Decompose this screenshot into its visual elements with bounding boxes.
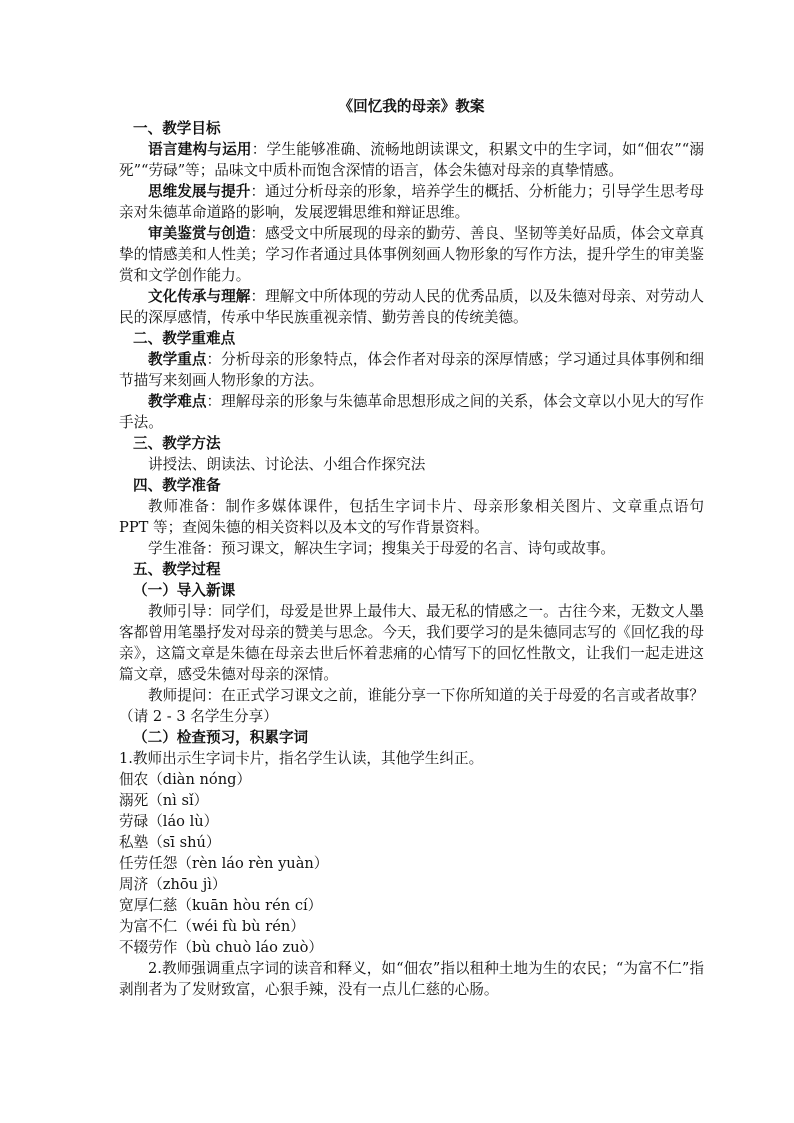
vocab-item: 周济（zhōu jì） [119,876,227,893]
difficulty-text: ：理解母亲的形象与朱德革命思想形成之间的关系，体会文章以小见大的写作手法。 [119,393,704,431]
section-heading-methods: 三、教学方法 [133,435,221,452]
key-point-text: ：分析母亲的形象特点，体会作者对母亲的深厚情感；学习通过具体事例和细节描写来刻画人物形象的方法。 [119,351,704,389]
intro-paragraph: 教师引导：同学们，母爱是世界上最伟大、最无私的情感之一。古往今来，无数文人墨客都曾用笔墨抒发对母亲的赞美与思念。今天，我们要学习的是朱德同志写的《回忆我的母亲》，这篇文章是朱德在母亲去世后怀着悲痛的心情写下的回忆性散文，让我们一起走进这篇文章，感受朱德对母亲的深情。 [119,603,704,683]
section-heading-preparation: 四、教学准备 [133,477,221,494]
vocab-item: 佃农（diàn nóng） [119,771,252,788]
vocab-item: 任劳任怨（rèn láo rèn yuàn） [119,855,329,872]
key-point-paragraph [119,349,704,391]
section-heading-key-points: 二、教学重难点 [133,330,236,347]
objective-text: ：感受文中所展现的母亲的勤劳、善良、坚韧等美好品质，体会文章真挚的情感美和人性美；学习作者通过具体事例刻画人物形象的写作方法，提升学生的审美鉴赏和文学创作能力。 [119,225,704,284]
objective-text: ：学生能够准确、流畅地朗读课文，积累文中的生字词，如“佃农”“溺死”“劳碌”等；品味文中质朴而饱含深情的语言，体会朱德对母亲的真挚情感。 [119,141,704,179]
section-heading-process: 五、教学过程 [133,561,221,578]
subsection-heading-preview: （二）检查预习，积累字词 [133,729,309,746]
difficulty-label: 教学难点 [148,393,207,410]
objective-label: 语言建构与运用 [148,141,252,158]
objective-paragraph [119,286,704,328]
vocab-item: 私塾（sī shú） [119,834,221,851]
section-heading-objectives: 一、教学目标 [133,120,221,137]
key-point-label: 教学重点 [148,351,207,368]
vocab-item: 劳碌（láo lù） [119,813,219,830]
intro-question: 教师提问：在正式学习课文之前，谁能分享一下你所知道的关于母爱的名言或者故事？（请 2 - 3 名学生分享） [119,687,704,725]
objective-paragraph [119,139,704,181]
objective-label: 文化传承与理解 [148,288,251,305]
vocab-item: 不辍劳作（bù chuò láo zuò） [119,939,324,956]
document-page [119,96,704,1000]
objective-text: ：通过分析母亲的形象，培养学生的概括、分析能力；引导学生思考母亲对朱德革命道路的影响，发展逻辑思维和辩证思维。 [119,183,704,221]
objective-text: ：理解文中所体现的劳动人民的优秀品质，以及朱德对母亲、对劳动人民的深厚感情，传承中华民族重视亲情、勤劳善良的传统美德。 [119,288,704,326]
student-preparation: 学生准备：预习课文，解决生字词；搜集关于母爱的名言、诗句或故事。 [148,540,616,557]
objective-paragraph [119,181,704,223]
vocab-item: 溺死（nì sǐ） [119,792,209,809]
methods-text: 讲授法、朗读法、讨论法、小组合作探究法 [148,456,426,473]
vocab-item: 为富不仁（wéi fù bù rén） [119,918,305,935]
objective-paragraph [119,223,704,286]
subsection-heading-intro: （一）导入新课 [133,582,236,599]
objective-label: 思维发展与提升 [148,183,251,200]
document-title: 《回忆我的母亲》教案 [338,98,485,115]
vocab-item: 宽厚仁慈（kuān hòu rén cí） [119,897,323,914]
teacher-preparation: 教师准备：制作多媒体课件，包括生字词卡片、母亲形象相关图片、文章重点语句 PPT 等；查阅朱德的相关资料以及本文的写作背景资料。 [119,498,704,536]
objective-label: 审美鉴赏与创造 [148,225,251,242]
preview-step-1: 1.教师出示生字词卡片，指名学生认读，其他学生纠正。 [119,750,484,767]
difficulty-paragraph [119,391,704,433]
preview-step-2: 2.教师强调重点字词的读音和释义，如“佃农”指以租种土地为生的农民；“为富不仁”指剥削者为了发财致富，心狠手辣，没有一点儿仁慈的心肠。 [119,960,704,998]
